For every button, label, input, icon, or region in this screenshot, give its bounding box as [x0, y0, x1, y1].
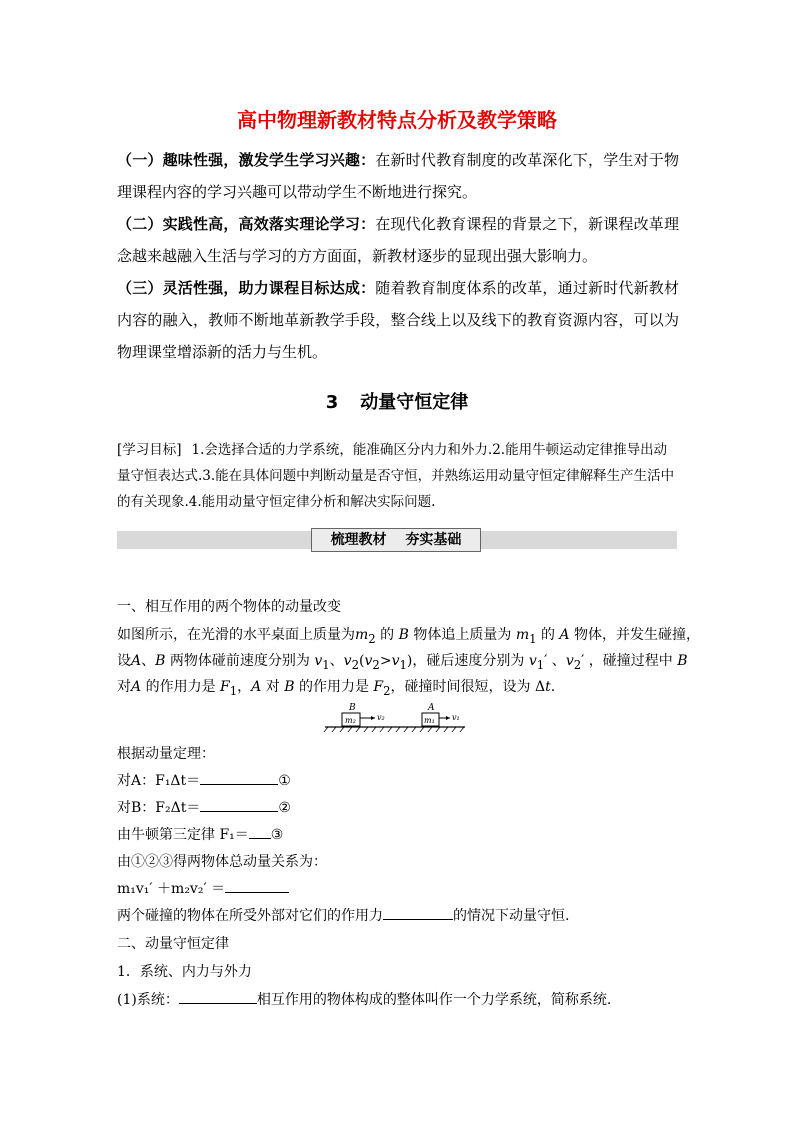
- feature-paragraph-3: [117, 272, 679, 368]
- theorem-line: 根据动量定理：: [117, 746, 215, 762]
- section-name: 动量守恒定律: [360, 392, 469, 413]
- conservation-condition: 两个碰撞的物体在所受外部对它们的作用力 的情况下动量守恒.: [117, 905, 569, 925]
- document-title: 高中物理新教材特点分析及教学策略: [237, 108, 557, 132]
- section-title: [0, 388, 794, 414]
- equation-3: 由牛顿第三定律 F₁＝ ③: [117, 824, 283, 844]
- section-banner-label: 梳理教材 夯实基础: [311, 528, 481, 552]
- equation-2: 对B：F₂Δt＝ ②: [117, 797, 291, 817]
- combine-line: 由①②③得两物体总动量关系为：: [117, 854, 327, 870]
- collision-diagram: [322, 700, 468, 736]
- goals-label: [学习目标]: [117, 442, 182, 458]
- feature-heading-3: （三）灵活性强，助力课程目标达成：: [117, 279, 376, 297]
- block-b-mass: m₂: [345, 716, 356, 725]
- block-a-label: A: [428, 703, 435, 713]
- answer-blank-5[interactable]: [383, 905, 453, 920]
- part2-heading: 二、动量守恒定律: [117, 936, 229, 952]
- answer-blank-4[interactable]: [225, 878, 289, 893]
- feature-heading-2: （二）实践性高，高效落实理论学习：: [117, 215, 376, 233]
- part1-line-3: 对A 的作用力是 $F_1$，A 对 B 的作用力是 $F_2$，碰撞时间很短，设为 Δt.: [117, 679, 556, 698]
- part1-line-1: 如图所示，在光滑的水平桌面上质量为$m_2$ 的 B 物体追上质量为 $m_1$ 的 A 物体，并发生碰撞，: [117, 627, 700, 646]
- velocity-label-v2: v₂: [377, 713, 385, 722]
- table-hatching: [324, 727, 464, 732]
- arrowhead-v1: [446, 716, 450, 720]
- total-momentum-equation: m₁v₁′ ＋m₂v₂′ ＝: [117, 878, 289, 898]
- feature-text-3: 随着教育制度体系的改革，通过新时代新教材内容的融入，教师不断地革新教学手段，整合线上以及线下的教育资源内容，可以为物理课堂增添新的活力与生机。: [117, 279, 679, 361]
- feature-text-1: 在新时代教育制度的改革深化下，学生对于物理课程内容的学习兴趣可以带动学生不断地进行探究。: [117, 151, 679, 201]
- section-number: 3: [325, 392, 339, 413]
- equation-1: 对A：F₁Δt＝ ①: [117, 770, 291, 790]
- arrowhead-v2: [371, 716, 375, 720]
- velocity-label-v1: v₁: [452, 713, 460, 722]
- system-definition: (1)系统： 相互作用的物体构成的整体叫作一个力学系统，简称系统.: [117, 989, 611, 1009]
- answer-blank-6[interactable]: [179, 989, 257, 1004]
- block-a-mass: m₁: [424, 716, 435, 725]
- part1-line-2: 设A、B 两物体碰前速度分别为 $v_1$、$v_2(v_2>v_1)$，碰后速度分别为 $v_1'$ 、$v_2'$ ，碰撞过程中 B: [117, 653, 688, 672]
- answer-blank-2[interactable]: [200, 797, 278, 812]
- goals-text: 1.会选择合适的力学系统，能准确区分内力和外力.2.能用牛顿运动定律推导出动量守恒表达式.3.能在具体问题中判断动量是否守恒，并熟练运用动量守恒定律解释生产生活中的有关现象.4.能用动量守恒定律分析和解决实际问题.: [117, 442, 675, 510]
- learning-goals: [117, 437, 679, 515]
- answer-blank-3[interactable]: [249, 824, 271, 839]
- answer-blank-1[interactable]: [200, 770, 278, 785]
- feature-paragraph-2: [117, 208, 679, 272]
- feature-paragraph-1: [117, 144, 679, 208]
- feature-heading-1: （一）趣味性强，激发学生学习兴趣：: [117, 151, 376, 169]
- block-b-label: B: [349, 703, 356, 713]
- part2-subheading: 1．系统、内力与外力: [117, 964, 252, 980]
- feature-text-2: 在现代化教育课程的背景之下，新课程改革理念越来越融入生活与学习的方方面面，新教材逐步的显现出强大影响力。: [117, 215, 679, 265]
- part1-heading: 一、相互作用的两个物体的动量改变: [117, 599, 341, 615]
